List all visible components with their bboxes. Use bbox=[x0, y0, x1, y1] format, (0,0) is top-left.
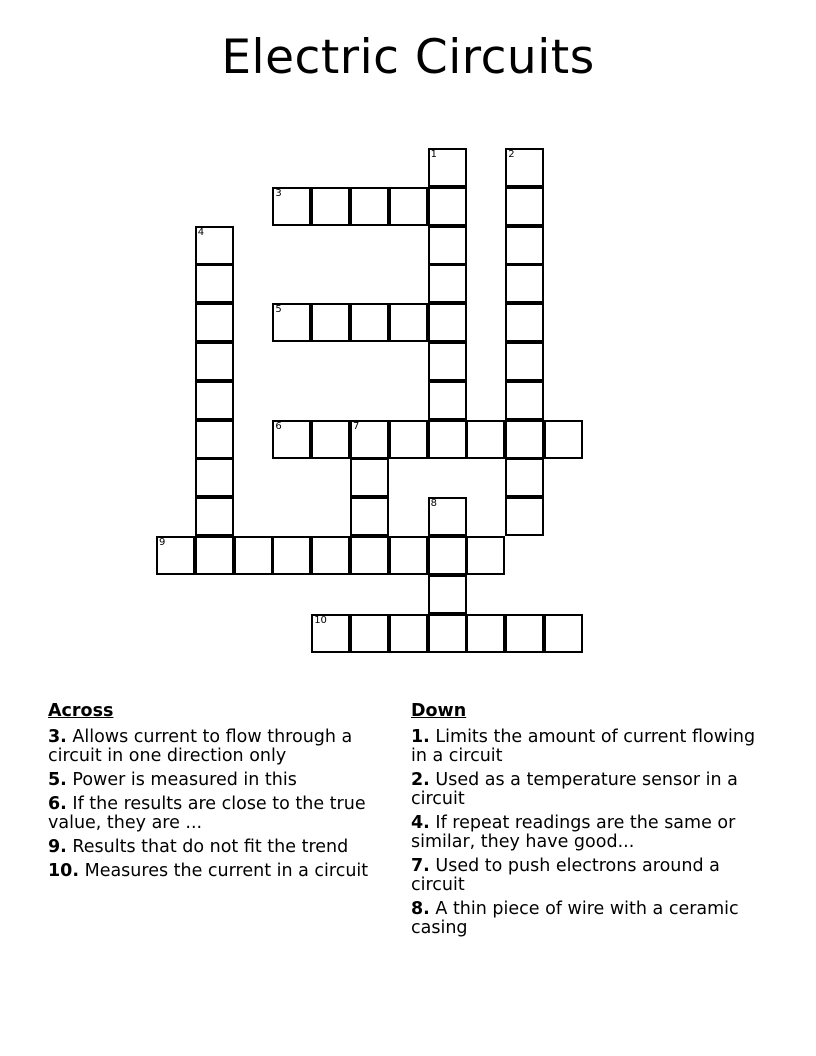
clue-text: A thin piece of wire with a ceramic casing bbox=[411, 899, 739, 938]
grid-cell[interactable] bbox=[505, 303, 544, 342]
across-clue bbox=[48, 838, 398, 857]
grid-cell[interactable] bbox=[466, 420, 505, 459]
grid-cell[interactable] bbox=[505, 458, 544, 497]
clue-number: 7. bbox=[411, 856, 430, 876]
across-clue bbox=[48, 862, 398, 881]
grid-cell[interactable] bbox=[544, 614, 583, 653]
cell-number: 6 bbox=[275, 420, 282, 432]
grid-cell[interactable] bbox=[428, 420, 467, 459]
grid-cell[interactable] bbox=[428, 381, 467, 420]
across-clue bbox=[48, 728, 398, 766]
grid-cell[interactable] bbox=[311, 614, 350, 653]
grid-cell[interactable] bbox=[466, 614, 505, 653]
clue-number: 3. bbox=[48, 727, 67, 747]
grid-cell[interactable] bbox=[195, 497, 234, 536]
clue-number: 8. bbox=[411, 899, 430, 919]
grid-cell[interactable] bbox=[505, 226, 544, 265]
across-clues bbox=[48, 702, 398, 886]
clue-text: Used to push electrons around a circuit bbox=[411, 856, 720, 895]
grid-cell[interactable] bbox=[389, 420, 428, 459]
grid-cell[interactable] bbox=[505, 420, 544, 459]
grid-cell[interactable] bbox=[195, 342, 234, 381]
grid-cell[interactable] bbox=[195, 226, 234, 265]
grid-cell[interactable] bbox=[505, 264, 544, 303]
across-clue bbox=[48, 795, 398, 833]
grid-cell[interactable] bbox=[350, 420, 389, 459]
grid-cell[interactable] bbox=[272, 420, 311, 459]
grid-cell[interactable] bbox=[350, 614, 389, 653]
grid-cell[interactable] bbox=[311, 187, 350, 226]
grid-cell[interactable] bbox=[311, 303, 350, 342]
clue-number: 2. bbox=[411, 770, 430, 790]
clue-text: If repeat readings are the same or similar, they have good... bbox=[411, 813, 736, 852]
grid-cell[interactable] bbox=[428, 303, 467, 342]
grid-cell[interactable] bbox=[505, 497, 544, 536]
grid-cell[interactable] bbox=[389, 536, 428, 575]
clue-text: Allows current to flow through a circuit in one direction only bbox=[48, 727, 353, 766]
grid-cell[interactable] bbox=[505, 148, 544, 187]
down-clues bbox=[411, 702, 756, 943]
cell-number: 2 bbox=[508, 149, 515, 160]
cell-number: 3 bbox=[275, 187, 282, 199]
clue-number: 10. bbox=[48, 861, 80, 881]
grid-cell[interactable] bbox=[505, 342, 544, 381]
grid-cell[interactable] bbox=[195, 536, 234, 575]
grid-cell[interactable] bbox=[428, 536, 467, 575]
down-clue bbox=[411, 728, 756, 766]
grid-cell[interactable] bbox=[389, 303, 428, 342]
cell-number: 4 bbox=[197, 226, 205, 238]
grid-cell[interactable] bbox=[195, 420, 234, 459]
grid-cell[interactable] bbox=[272, 187, 311, 226]
grid-cell[interactable] bbox=[195, 303, 234, 342]
grid-cell[interactable] bbox=[350, 458, 389, 497]
down-clue bbox=[411, 857, 756, 895]
grid-cell[interactable] bbox=[428, 264, 467, 303]
cell-number: 1 bbox=[430, 149, 437, 160]
grid-cell[interactable] bbox=[350, 536, 389, 575]
cell-number: 10 bbox=[314, 614, 327, 626]
grid-cell[interactable] bbox=[505, 614, 544, 653]
clue-number: 5. bbox=[48, 770, 67, 790]
grid-cell[interactable] bbox=[428, 187, 467, 226]
grid-cell[interactable] bbox=[195, 381, 234, 420]
grid-cell[interactable] bbox=[234, 536, 273, 575]
down-clue bbox=[411, 814, 756, 852]
clue-number: 9. bbox=[48, 837, 67, 857]
grid-cell[interactable] bbox=[428, 342, 467, 381]
across-clue bbox=[48, 771, 398, 790]
clue-text: Power is measured in this bbox=[72, 770, 297, 790]
grid-cell[interactable] bbox=[311, 420, 350, 459]
grid-cell[interactable] bbox=[272, 536, 311, 575]
grid-cell[interactable] bbox=[505, 187, 544, 226]
grid-cell[interactable] bbox=[350, 303, 389, 342]
cell-number: 9 bbox=[159, 537, 166, 548]
clue-number: 4. bbox=[411, 813, 430, 833]
grid-cell[interactable] bbox=[311, 536, 350, 575]
grid-cell[interactable] bbox=[389, 187, 428, 226]
grid-cell[interactable] bbox=[428, 575, 467, 614]
clue-text: Results that do not fit the trend bbox=[72, 837, 349, 857]
cell-number: 8 bbox=[430, 498, 437, 510]
grid-cell[interactable] bbox=[428, 226, 467, 265]
down-clue bbox=[411, 771, 756, 809]
grid-cell[interactable] bbox=[428, 497, 467, 536]
cell-number: 5 bbox=[275, 304, 282, 316]
grid-cell[interactable] bbox=[350, 497, 389, 536]
clue-number: 1. bbox=[411, 727, 430, 747]
grid-cell[interactable] bbox=[195, 264, 234, 303]
cell-number: 7 bbox=[353, 420, 360, 432]
grid-cell[interactable] bbox=[428, 614, 467, 653]
grid-cell[interactable] bbox=[544, 420, 583, 459]
grid-cell[interactable] bbox=[272, 303, 311, 342]
grid-cell[interactable] bbox=[389, 614, 428, 653]
down-clue bbox=[411, 900, 756, 938]
across-heading: Across bbox=[48, 701, 114, 721]
page-title: Electric Circuits bbox=[221, 30, 595, 85]
clue-text: Measures the current in a circuit bbox=[84, 861, 369, 881]
clue-text: Used as a temperature sensor in a circuit bbox=[411, 770, 738, 809]
grid-cell[interactable] bbox=[350, 187, 389, 226]
clue-text: Limits the amount of current flowing in a circuit bbox=[411, 727, 756, 766]
grid-cell[interactable] bbox=[505, 381, 544, 420]
clue-text: If the results are close to the true value, they are ... bbox=[48, 794, 366, 833]
grid-cell[interactable] bbox=[156, 536, 195, 575]
clue-number: 6. bbox=[48, 794, 67, 814]
grid-cell[interactable] bbox=[428, 148, 467, 187]
grid-cell[interactable] bbox=[195, 458, 234, 497]
grid-cell[interactable] bbox=[466, 536, 505, 575]
down-heading: Down bbox=[411, 701, 467, 721]
